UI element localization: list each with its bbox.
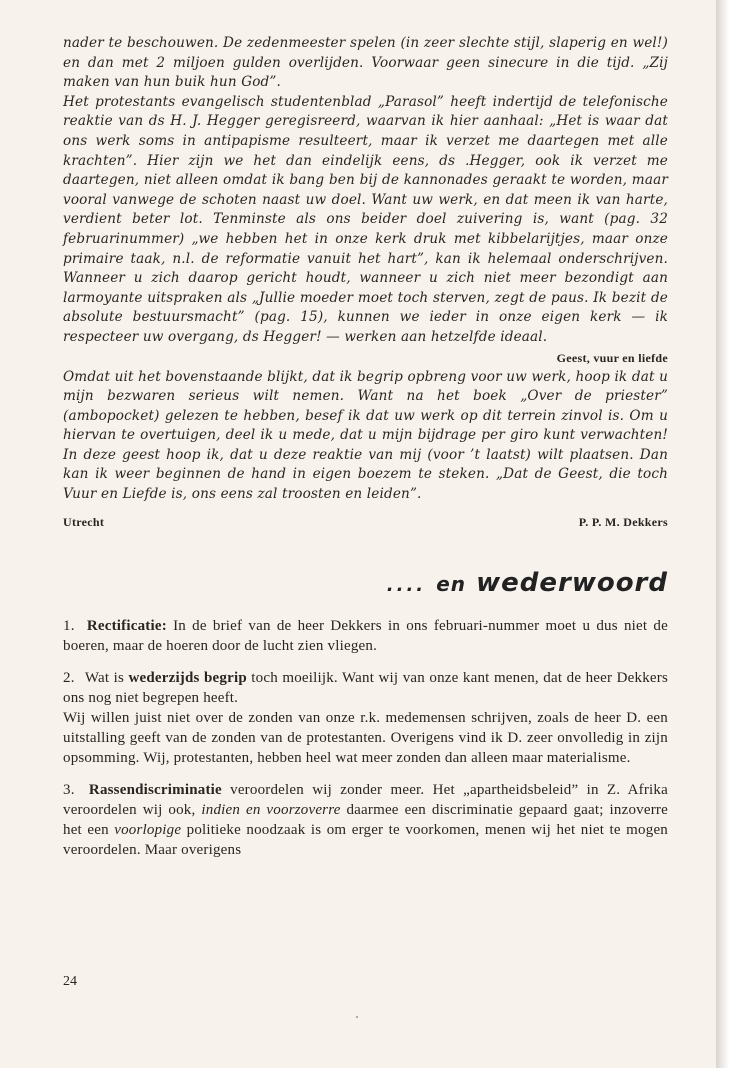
reply-item-text: politieke noodzaak is om erger te voorkomen, menen wij het niet te mogen veroordelen. Maar overigens (63, 821, 668, 858)
reply-title-dots: .... (386, 574, 427, 596)
reply-title (63, 568, 668, 598)
reply-item-label: Rassendiscriminatie (88, 781, 222, 798)
reply-item-pre: Wat is (84, 669, 125, 686)
reply-item-text: toch moeilijk. Want wij van onze kant menen, dat de heer Dekkers ons nog niet begrepen heeft. (63, 669, 669, 706)
reply-item-1 (63, 616, 668, 656)
page-number: 24 (63, 974, 77, 989)
reply-item-number: 3. (63, 781, 75, 798)
reply-item-label: Rectificatie: (86, 617, 167, 634)
reply-item-number: 2. (63, 669, 75, 686)
reply-item-text: veroordelen wij zonder meer. Het „apartheidsbeleid” in Z. Afrika veroordelen wij ook, (63, 781, 668, 818)
reply-item-emphasis: indien en voorzoverre (201, 801, 341, 818)
reply-item-3 (63, 780, 668, 860)
paper-speck (356, 1016, 358, 1018)
reply-item-label: wederzijds begrip (128, 669, 247, 686)
reply-item-2-continuation: Wij willen juist niet over de zonden van onze r.k. medemensen schrijven, zoals de heer D. een uitstalling geeft van de zonden van de protestanten. Overigens vind ik D. zeer onvolledig in zijn opsomming. Wij, protestanten, hebben heel wat meer zonden dan alleen maar materialisme. (63, 709, 668, 766)
reply-item-number: 1. (63, 617, 75, 634)
letter-paragraph: nader te beschouwen. De zedenmeester spelen (in zeer slechte stijl, slaperig en wel!) en dan met 2 miljoen gulden overlijden. Voorwaar geen sinecure in die tijd. „Zij maken van hun buik hun God”. (63, 35, 668, 91)
reply-item-text: daarmee een discriminatie gepaard gaat; inzoverre het een (63, 801, 668, 838)
reply-item-text: In de brief van de heer Dekkers in ons februari-nummer moet u dus niet de boeren, maar de hoeren door de lucht zien vliegen. (63, 617, 668, 654)
letter-paragraph: Het protestants evangelisch studentenblad „Parasol” heeft indertijd de telefonische reaktie van ds H. J. Hegger geregisreerd, waarvan ik hier aanhaal: „Het is waar dat ons werk soms in antipapisme resulteert, maar ik verzet me daartegen met alle krachten”. Hier zijn we het dan eindelijk eens, ds .Hegger, ook ik verzet me daartegen, niet alleen omdat ik bang ben bij de kannonades geraakt te worden, maar vooral vanwege de schoten naast uw doel. Want uw werk, en dat meen ik van harte, verdient beter lot. Tenminste als ons beider doel zuivering is, want (pag. 32 februarinummer) „we hebben het in onze kerk druk met kibbelarijtjes, maar onze primaire taak, n.l. de reformatie vanuit het hart”, kan ik helemaal onderschrijven. Wanneer u zich daarop gericht houdt, wanneer u zich niet meer bezondigt aan larmoyante uitspraken als „Jullie moeder moet toch sterven, zegt de paus. Ik bezit de absolute bestuursmacht” (pag. 15), kunnen we ieder in onze eigen kerk — ik respecteer uw overgang, ds Hegger! — werken aan hetzelfde ideaal. (63, 93, 668, 345)
letter-signature (63, 515, 668, 530)
letter-author: P. P. M. Dekkers (578, 514, 668, 529)
letter-place: Utrecht (63, 514, 105, 529)
reply-item-2 (63, 668, 668, 708)
page-content (63, 34, 668, 860)
reply-title-word: wederwoord (476, 567, 668, 598)
letter-paragraph: Omdat uit het bovenstaande blijkt, dat ik begrip opbreng voor uw werk, hoop ik dat u mijn bezwaren serieus wilt nemen. Want na het boek „Over de priester” (ambopocket) gelezen te hebben, besef ik dat uw werk op dit terrein zinvol is. Om u hiervan te overtuigen, deel ik u mede, dat u mijn bijdrage per giro kunt verwachten! In deze geest hoop ik, dat u deze reaktie van mij (voor ’t laatst) wilt plaatsen. Dan kan ik weer beginnen de hand in eigen boezem te steken. „Dat de Geest, die toch Vuur en Liefde is, ons eens zal troosten en leiden”. (63, 368, 668, 503)
letter-subheading: Geest, vuur en liefde (556, 350, 668, 365)
reply-item-emphasis: voorlopige (114, 821, 182, 838)
reply-title-en: en (436, 571, 467, 596)
page-edge-shadow (716, 0, 738, 1068)
